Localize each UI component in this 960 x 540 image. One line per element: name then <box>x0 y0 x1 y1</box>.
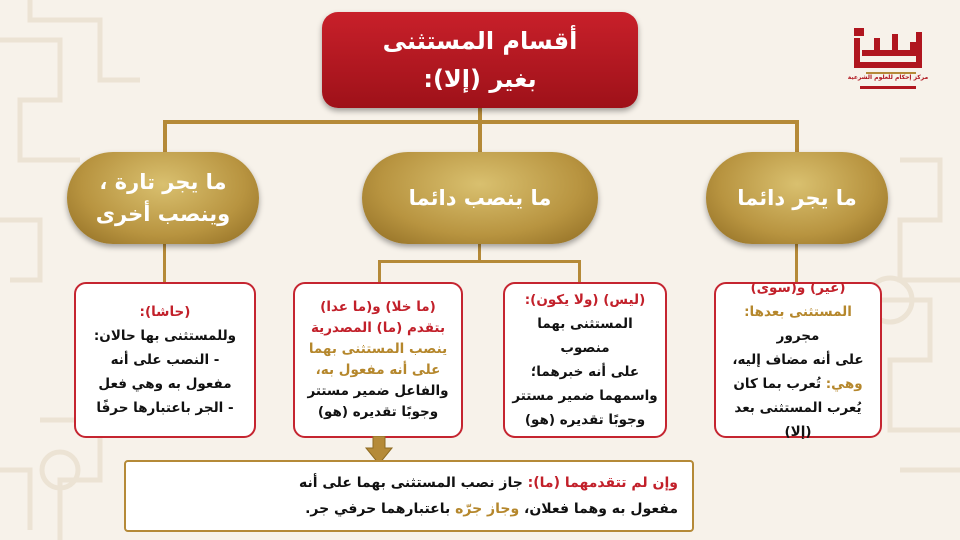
note-part-2: مفعول به وهما فعلان، <box>524 501 678 517</box>
category-always-genitive <box>706 152 888 244</box>
category-always-accusative <box>362 152 598 244</box>
category-both-line-2: وينصب أخرى <box>95 202 231 226</box>
category-both <box>67 152 259 244</box>
note-line-1 <box>140 470 678 496</box>
detail-ghair-line-3 <box>722 372 874 396</box>
detail-ghair-line-4: يُعرب المستثنى بعد (إلا) <box>734 400 862 440</box>
detail-khala-line-4: والفاعل ضمير مستتر <box>307 383 449 399</box>
detail-hasha-line-1: وللمستثنى بها حالان: <box>93 328 237 344</box>
detail-ghair-siwa <box>714 282 882 438</box>
detail-khala-line-5: وجوبًا تقديره (هو) <box>317 404 439 420</box>
note-box <box>124 460 694 532</box>
detail-hasha-heading: (حاشا): <box>139 304 191 320</box>
detail-ma-khala-ma-ada <box>293 282 463 438</box>
detail-ghair-line-1-label: المستثنى بعدها: <box>744 304 852 320</box>
detail-laysa-heading: (ليس) (ولا يكون): <box>524 292 646 308</box>
detail-ghair-heading: (غير) و(سوى) <box>750 280 846 296</box>
note-red-part: وإن لم تتقدمهما (ما): <box>527 475 678 491</box>
connector-left-down <box>163 120 167 154</box>
detail-khala-line-2: ينصب المستثنى بهما <box>308 341 448 357</box>
detail-khala-line-1: بتقدم (ما) المصدرية <box>310 320 446 336</box>
connector-right-down <box>795 120 799 154</box>
detail-laysa-line-2: على أنه خبرهما؛ <box>530 364 640 380</box>
logo <box>846 26 930 100</box>
note-part-1: جاز نصب المستثنى بهما على أنه <box>299 475 528 491</box>
title-line-2: بغير (إلا): <box>423 65 537 93</box>
logo-tagline: مركز إحكام للعلوم الشرعية <box>847 74 929 81</box>
detail-hasha-line-2: - النصب على أنه <box>110 352 220 368</box>
category-always-genitive-label: ما يجر دائما <box>737 186 857 210</box>
detail-ghair-line-3-label: وهي: <box>825 376 863 392</box>
category-always-accusative-label: ما ينصب دائما <box>408 186 552 210</box>
detail-hasha-line-4: - الجر باعتبارها حرفًا <box>96 400 234 416</box>
detail-hasha <box>74 282 256 438</box>
title-box <box>322 12 638 108</box>
connector-cat-left-down <box>163 244 166 284</box>
detail-hasha-line-3: مفعول به وهي فعل <box>98 376 232 392</box>
detail-ghair-line-3-text: تُعرب بما كان <box>733 376 826 392</box>
note-line-2 <box>140 496 678 522</box>
detail-khala-heading: (ما خلا) و(ما عدا) <box>320 299 436 315</box>
detail-ghair-line-1 <box>722 300 874 348</box>
detail-ghair-line-2: على أنه مضاف إليه، <box>732 352 864 368</box>
detail-laysa-line-4: وجوبًا تقديره (هو) <box>524 412 646 428</box>
category-both-line-1: ما يجر تارة ، <box>99 170 227 194</box>
note-part-3: باعتبارهما حرفي جر. <box>305 501 456 517</box>
connector-middle-down <box>478 120 482 154</box>
detail-ghair-line-1-text: مجرور <box>776 328 820 344</box>
connector-middle-left-down <box>378 260 381 284</box>
connector-middle-horizontal <box>378 260 581 263</box>
detail-laysa-la-yakun <box>503 282 667 438</box>
connector-middle-right-down <box>578 260 581 284</box>
title-line-1: أقسام المستثنى <box>382 27 578 55</box>
detail-laysa-line-3: واسمهما ضمير مستتر <box>512 388 658 404</box>
detail-laysa-line-1: المستثنى بهما منصوب <box>537 316 633 356</box>
logo-mark-icon <box>846 26 930 100</box>
note-gold-part: وجاز جرّه <box>455 501 525 517</box>
detail-khala-line-3: على أنه مفعول به، <box>315 362 441 378</box>
